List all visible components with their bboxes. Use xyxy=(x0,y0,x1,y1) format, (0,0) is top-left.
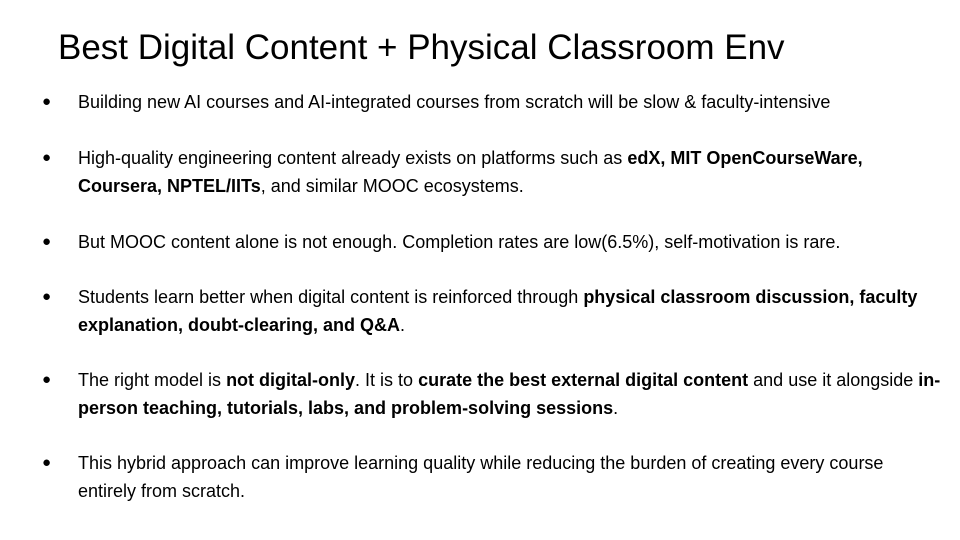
bullet-text: , and similar MOOC ecosystems. xyxy=(260,176,524,196)
slide-title: Best Digital Content + Physical Classroom Env xyxy=(58,28,785,67)
bullet-text: But MOOC content alone is not enough. Completion rates are low(6.5%), self-motivation is rare. xyxy=(78,232,841,252)
bullet-dot-icon: ● xyxy=(42,454,52,471)
bullet-text: . xyxy=(400,315,406,335)
bullet-item xyxy=(42,144,943,200)
bullet-emphasis-text: not digital-only xyxy=(226,370,356,390)
bullet-item xyxy=(42,88,943,116)
bullet-text: Students learn better when digital content is reinforced through xyxy=(78,287,584,307)
bullet-emphasis-text: physical classroom discussion, faculty explanation, doubt-clearing, and Q&A xyxy=(78,287,918,335)
bullet-item xyxy=(42,449,943,505)
bullet-item xyxy=(42,228,943,256)
bullet-dot-icon: ● xyxy=(42,288,52,305)
bullet-text: The right model is xyxy=(78,370,227,390)
bullet-item xyxy=(42,366,943,422)
bullet-emphasis-text: edX, MIT OpenCourseWare, Coursera, NPTEL/IITs xyxy=(78,148,863,196)
bullet-emphasis-text: in-person teaching, tutorials, labs, and problem-solving sessions xyxy=(78,370,941,418)
bullet-text: Building new AI courses and AI-integrated courses from scratch will be slow & faculty-intensive xyxy=(78,92,831,112)
bullet-dot-icon: ● xyxy=(42,93,52,110)
bullet-text: . It is to xyxy=(355,370,419,390)
bullet-dot-icon: ● xyxy=(42,149,52,166)
bullet-text: This hybrid approach can improve learning quality while reducing the burden of creating every course entirely from scratch. xyxy=(78,453,884,501)
bullet-text: and use it alongside xyxy=(748,370,919,390)
bullet-text: High-quality engineering content already exists on platforms such as xyxy=(78,148,628,168)
bullet-dot-icon: ● xyxy=(42,233,52,250)
bullet-item xyxy=(42,283,943,339)
bullet-dot-icon: ● xyxy=(42,371,52,388)
bullet-emphasis-text: curate the best external digital content xyxy=(418,370,749,390)
bullet-text: . xyxy=(613,398,619,418)
